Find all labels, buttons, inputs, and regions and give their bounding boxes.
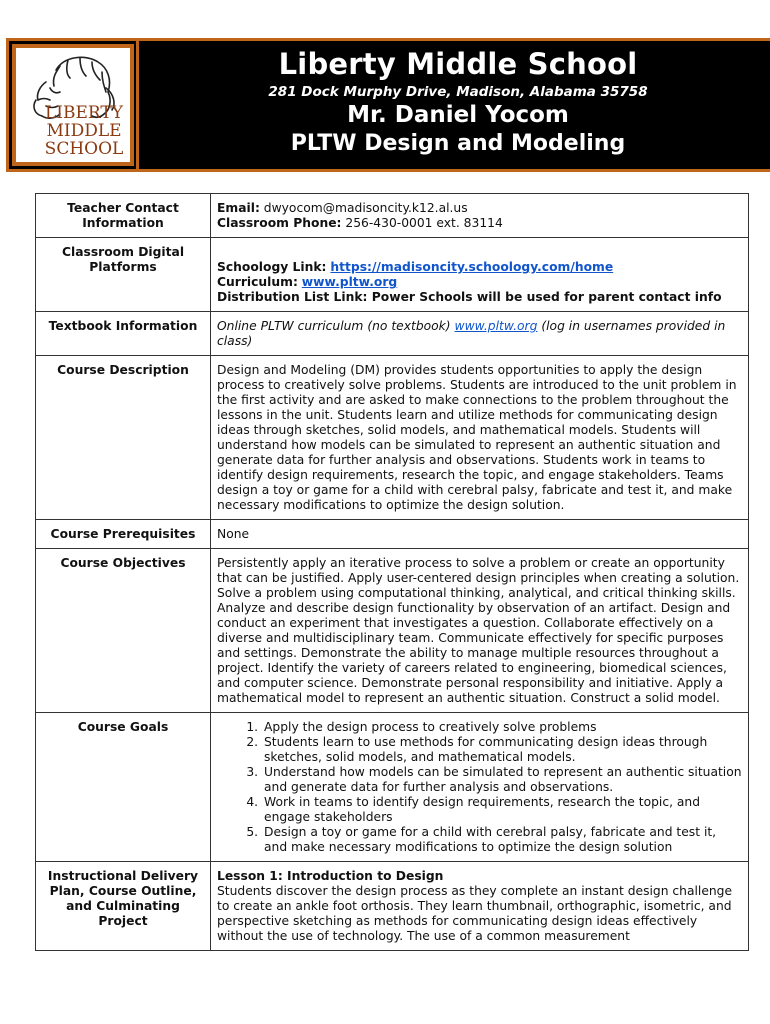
list-item: 4. Work in teams to identify design requirements, research the topic, and engage stakeholders	[262, 795, 742, 825]
email-label: Email:	[217, 201, 260, 215]
value-prerequisites: None	[211, 520, 749, 549]
textbook-text: Online PLTW curriculum (no textbook)	[217, 319, 455, 333]
value-platforms	[211, 238, 749, 312]
row-instruction	[36, 862, 749, 951]
label-goals: Course Goals	[36, 713, 211, 862]
list-item: 5. Design a toy or game for a child with cerebral palsy, fabricate and test it, and make necessary modifications to optimize the design solution	[262, 825, 742, 855]
lion-logo-icon	[16, 48, 130, 162]
logo-text-school: SCHOOL	[44, 139, 124, 159]
label-platforms: Classroom Digital Platforms	[36, 238, 211, 312]
teacher-name: Mr. Daniel Yocom	[347, 102, 569, 128]
goals-list	[217, 720, 742, 855]
label-contact: Teacher Contact Information	[36, 194, 211, 238]
row-prerequisites	[36, 520, 749, 549]
syllabus-table	[35, 193, 749, 951]
value-instruction	[211, 862, 749, 951]
label-textbook: Textbook Information	[36, 312, 211, 356]
schoology-link[interactable]: https://madisoncity.schoology.com/home	[330, 260, 614, 274]
value-description: Design and Modeling (DM) provides students opportunities to apply the design process to creatively solve problems. Students are introduced to the unit problem in the first activity and are asked to make connections to the problem throughout the lessons in the unit. Students learn and utilize methods for communicating design ideas through sketches, solid models, and mathematical models. Students will understand how models can be simulated to represent an authentic situation and generate data for further analysis and observations. Students work in teams to identify design requirements, research the topic, and engage stakeholders. Teams design a toy or game for a child with cerebral palsy, fabricate and test it, and make necessary modifications to optimize the design solution.	[211, 356, 749, 520]
lesson-text: Students discover the design process as they complete an instant design challenge to create an ankle foot orthosis. They learn thumbnail, orthographic, isometric, and perspective sketching as methods for communicating design ideas effectively without the use of technology. The use of a common measurement	[217, 884, 733, 943]
phone-label: Classroom Phone:	[217, 216, 342, 230]
schoology-label: Schoology Link:	[217, 260, 327, 274]
phone-value: 256-430-0001 ext. 83114	[345, 216, 503, 230]
distribution-list: Distribution List Link: Power Schools will be used for parent contact info	[217, 290, 722, 304]
row-platforms	[36, 238, 749, 312]
row-objectives	[36, 549, 749, 713]
value-objectives: Persistently apply an iterative process to solve a problem or create an opportunity that can be justified. Apply user-centered design principles when creating a solution. Solve a problem using computational thinking, analytical, and critical thinking skills. Analyze and describe design functionality by observation of an artifact. Design and conduct an experiment that investigates a question. Collaborate effectively on a diverse and multidisciplinary team. Communicate effectively for specific purposes and settings. Demonstrate the ability to manage multiple resources throughout a project. Identify the variety of careers related to engineering, biomedical sciences, and computer science. Demonstrate personal responsibility and initiative. Apply a mathematical model to represent an authentic situation. Construct a solid model.	[211, 549, 749, 713]
email-value[interactable]: dwyocom@madisoncity.k12.al.us	[263, 201, 468, 215]
value-goals	[211, 713, 749, 862]
row-description	[36, 356, 749, 520]
logo-text-middle: MIDDLE	[46, 121, 122, 141]
school-address: 281 Dock Murphy Drive, Madison, Alabama 35758	[268, 84, 648, 100]
label-instruction: Instructional Delivery Plan, Course Outline, and Culminating Project	[36, 862, 211, 951]
list-item: 3. Understand how models can be simulated to represent an authentic situation and generate data for further analysis and observations.	[262, 765, 742, 795]
label-prerequisites: Course Prerequisites	[36, 520, 211, 549]
textbook-link[interactable]: www.pltw.org	[454, 319, 538, 333]
label-objectives: Course Objectives	[36, 549, 211, 713]
value-contact	[211, 194, 749, 238]
row-textbook	[36, 312, 749, 356]
row-goals	[36, 713, 749, 862]
row-contact	[36, 194, 749, 238]
list-item: 1. Apply the design process to creatively solve problems	[262, 720, 742, 735]
list-item: 2. Students learn to use methods for communicating design ideas through sketches, solid models, and mathematical models.	[262, 735, 742, 765]
logo-divider	[136, 41, 139, 169]
value-textbook	[211, 312, 749, 356]
school-name: Liberty Middle School	[278, 47, 638, 81]
label-description: Course Description	[36, 356, 211, 520]
textbook-text-after: (log in usernames provided in class)	[217, 319, 726, 348]
logo-text-liberty: LIBERTY	[45, 103, 123, 123]
curriculum-link[interactable]: www.pltw.org	[301, 275, 398, 289]
header-banner	[6, 38, 770, 172]
school-logo	[12, 44, 134, 166]
curriculum-label: Curriculum:	[217, 275, 298, 289]
course-title: PLTW Design and Modeling	[290, 131, 626, 156]
lesson-title: Lesson 1: Introduction to Design	[217, 869, 444, 883]
